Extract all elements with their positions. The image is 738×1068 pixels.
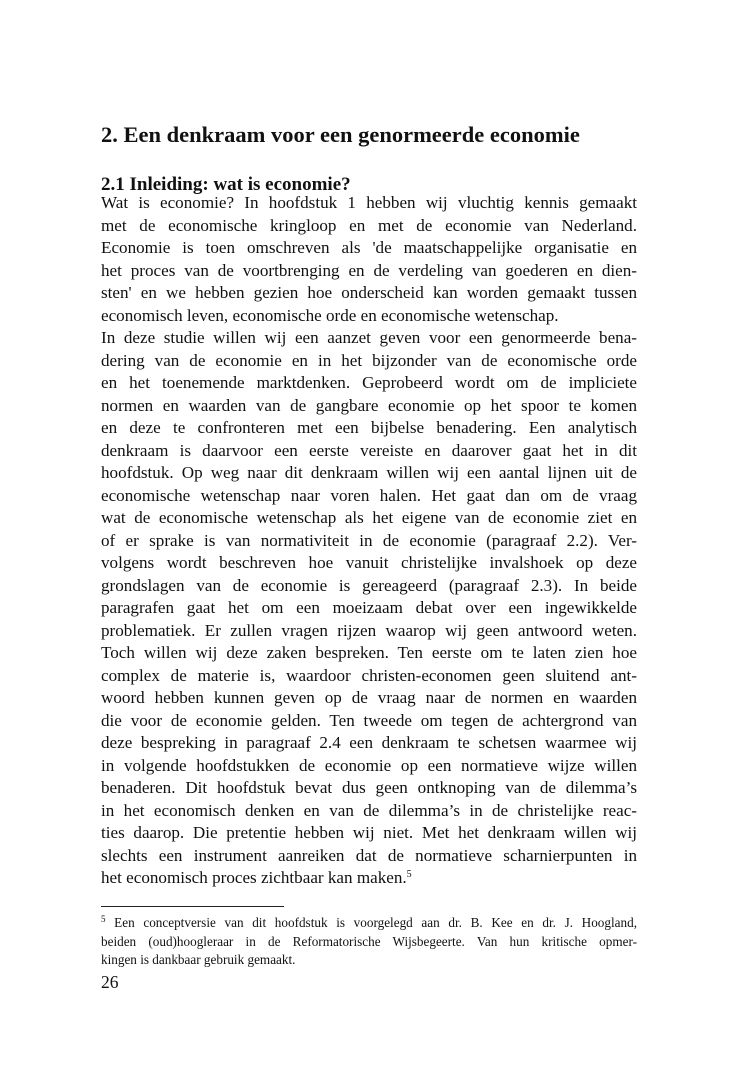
body-line: woord hebben kunnen geven op de vraag naar de normen en waarden: [101, 688, 637, 707]
body-line: die voor de economie gelden. Ten tweede om tegen de achtergrond van: [101, 710, 637, 730]
body-line-last: [101, 867, 637, 890]
body-line: wat de economische wetenschap als het eigene van de economie ziet en: [101, 508, 637, 527]
body-line: volgens wordt beschreven hoe vanuit christelijke invalshoek op deze: [101, 553, 637, 572]
footnote-marker: 5: [101, 914, 106, 924]
body-line: dering van de economie en in het bijzonder van de economische orde: [101, 350, 637, 370]
footnote-line-text: Een conceptversie van dit hoofdstuk is voorgelegd aan dr. B. Kee en dr. J. Hoogland,: [114, 915, 637, 930]
body-line: Toch willen wij deze zaken bespreken. Ten eerste om te laten zien hoe: [101, 643, 637, 662]
body-line: hoofdstuk. Op weg naar dit denkraam willen wij een aantal lijnen uit de: [101, 463, 637, 482]
body-line-text: het economisch proces zichtbaar kan maken.: [101, 868, 407, 887]
footnote-line: [101, 914, 637, 933]
footnote-line: beiden (oud)hoogleraar in de Reformatorische Wijsbegeerte. Van hun kritische opmer-: [101, 933, 637, 949]
body-line: paragrafen gaat het om een moeizaam debat over een ingewikkelde: [101, 598, 637, 617]
footnote-line: kingen is dankbaar gebruik gemaakt.: [101, 952, 296, 967]
body-line: ties daarop. Die pretentie hebben wij niet. Met het denkraam willen wij: [101, 823, 637, 842]
body-line: Wat is economie? In hoofdstuk 1 hebben wij vluchtig kennis gemaakt: [101, 193, 637, 212]
footnote-reference: 5: [406, 869, 412, 880]
body-line: in volgende hoofdstukken de economie op een normatieve wijze willen: [101, 755, 637, 775]
body-line: slechts een instrument aanreiken dat de normatieve scharnierpunten in: [101, 845, 637, 865]
body-line: normen en waarden van de gangbare economie op het spoor te komen: [101, 395, 637, 415]
body-line: problematiek. Er zullen vragen rijzen waarop wij geen antwoord weten.: [101, 620, 637, 640]
body-line: In deze studie willen wij een aanzet geven voor een genormeerde bena-: [101, 328, 637, 347]
body-line: benaderen. Dit hoofdstuk bevat dus geen ontknoping van de dilemma’s: [101, 778, 637, 797]
chapter-title: 2. Een denkraam voor een genormeerde economie: [101, 122, 580, 147]
body-line: grondslagen van de economie is gereageerd (paragraaf 2.3). In beide: [101, 575, 637, 595]
body-line: in het economisch denken en van de dilemma’s in de christelijke reac-: [101, 800, 637, 820]
body-line: met de economische kringloop en met de economie van Nederland.: [101, 215, 637, 235]
body-line: en deze te confronteren met een bijbelse benadering. Een analytisch: [101, 418, 637, 437]
body-line: complex de materie is, waardoor christen-economen geen sluitend ant-: [101, 665, 637, 685]
page-number: 26: [101, 972, 119, 992]
body-line: het proces van de voortbrenging en de verdeling van goederen en dien-: [101, 260, 637, 280]
section-title: 2.1 Inleiding: wat is economie?: [101, 174, 351, 195]
body-line: deze bespreking in paragraaf 2.4 een denkraam te schetsen waarmee wij: [101, 733, 637, 752]
body-line: economische wetenschap naar voren halen. Het gaat dan om de vraag: [101, 485, 637, 505]
footnote: [101, 914, 637, 970]
footnote-divider: [101, 906, 284, 907]
body-line: denkraam is daarvoor een eerste vereiste en daarover gaat het in dit: [101, 440, 637, 460]
body-line: of er sprake is van normativiteit in de economie (paragraaf 2.2). Ver-: [101, 530, 637, 550]
body-line: en het toenemende marktdenken. Geprobeerd wordt om de impliciete: [101, 373, 637, 392]
body-line: sten' en we hebben gezien hoe onderscheid kan worden gemaakt tussen: [101, 283, 637, 302]
body-line: economisch leven, economische orde en economische wetenschap.: [101, 305, 559, 325]
body-text: [101, 192, 637, 890]
body-line: Economie is toen omschreven als 'de maatschappelijke organisatie en: [101, 238, 637, 257]
